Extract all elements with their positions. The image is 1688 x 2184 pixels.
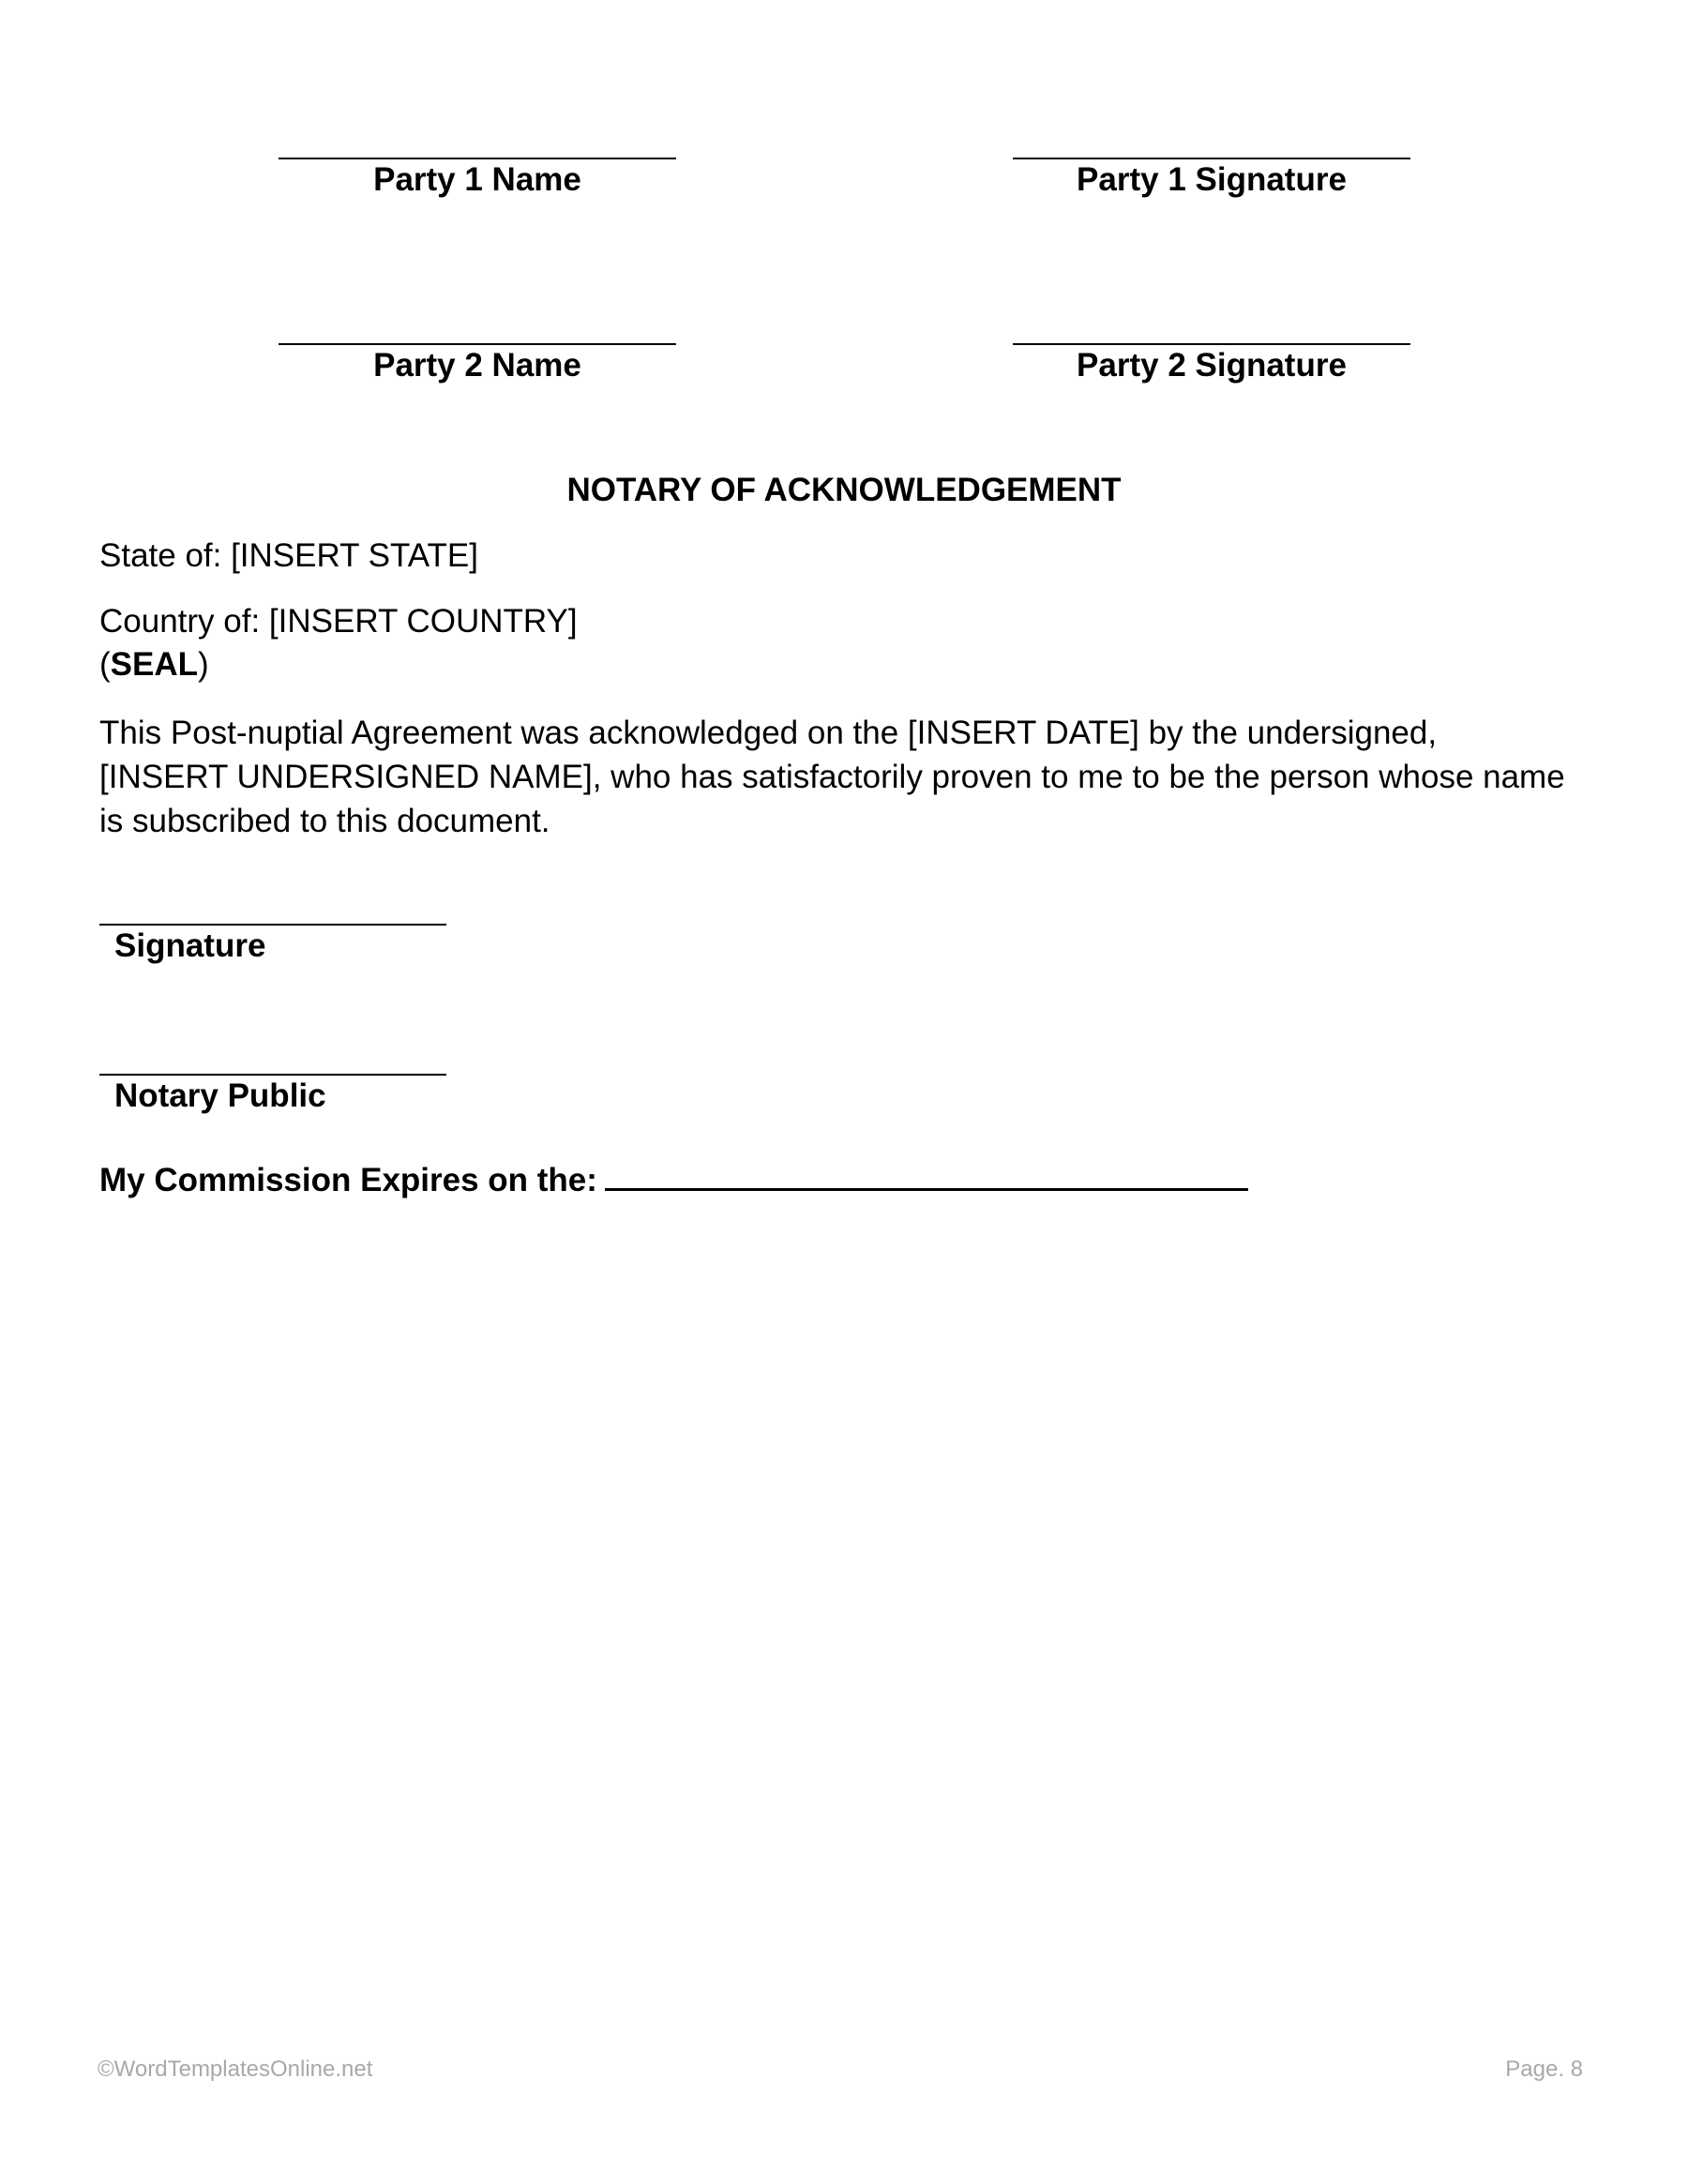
notary-public-label: Notary Public: [114, 1077, 326, 1114]
notary-signature-block: [99, 924, 446, 965]
party1-signature-block: [1013, 158, 1410, 199]
notary-signature-line[interactable]: [99, 924, 446, 926]
commission-label: My Commission Expires on the:: [99, 1162, 597, 1198]
seal-open-paren: (: [99, 646, 111, 683]
party1-name-line[interactable]: [279, 158, 676, 159]
commission-date-blank[interactable]: [605, 1160, 1248, 1191]
party2-name-block: [279, 343, 676, 384]
footer-page-number: Page. 8: [1505, 2056, 1583, 2082]
notary-public-block: [99, 1074, 446, 1115]
party2-name-line[interactable]: [279, 343, 676, 345]
acknowledgement-paragraph: This Post-nuptial Agreement was acknowledged on the [INSERT DATE] by the undersigned, [INSERT UNDERSIGNED NAME], who has satisfactorily proven to me to be the person whose name is subscribed to this document.: [99, 715, 1565, 839]
commission-expiry: [99, 1160, 1248, 1200]
seal-placeholder: [99, 645, 209, 685]
country-field: Country of: [INSERT COUNTRY]: [99, 603, 578, 640]
seal-word: SEAL: [110, 646, 199, 683]
seal-close-paren: ): [198, 646, 209, 683]
party2-signature-block: [1013, 343, 1410, 384]
party1-signature-label: Party 1 Signature: [1077, 161, 1347, 198]
notary-public-line[interactable]: [99, 1074, 446, 1076]
party1-signature-line[interactable]: [1013, 158, 1410, 159]
state-field: State of: [INSERT STATE]: [99, 537, 478, 574]
party1-name-label: Party 1 Name: [373, 161, 581, 198]
party1-name-block: [279, 158, 676, 199]
party2-signature-line[interactable]: [1013, 343, 1410, 345]
notary-title: NOTARY OF ACKNOWLEDGEMENT: [566, 472, 1122, 508]
notary-signature-label: Signature: [114, 927, 266, 964]
party2-name-label: Party 2 Name: [373, 347, 581, 384]
footer-copyright: ©WordTemplatesOnline.net: [98, 2056, 373, 2082]
party2-signature-label: Party 2 Signature: [1077, 347, 1347, 384]
